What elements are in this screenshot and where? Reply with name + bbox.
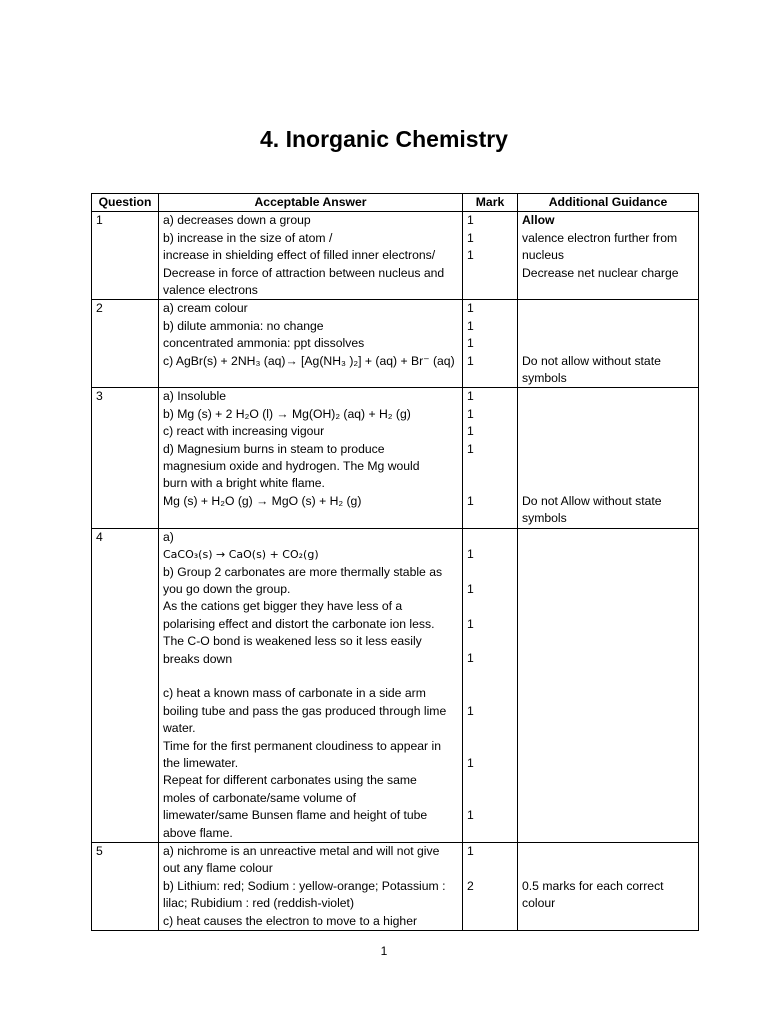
acceptable-answer-line: b) increase in the size of atom / [163,230,333,245]
acceptable-answer-line: out any flame colour [163,861,273,876]
mark-line: 1 [467,406,474,421]
acceptable-answer-line: the limewater. [163,755,239,770]
acceptable-answer-line: moles of carbonate/same volume of [163,790,357,805]
acceptable-answer-line: boiling tube and pass the gas produced through lime [163,703,447,718]
table-row [92,300,699,388]
additional-guidance [518,300,699,388]
mark-line: 2 [467,878,474,893]
acceptable-answer-line: lilac; Rubidium : red (reddish-violet) [163,896,355,911]
mark-line: 1 [467,230,474,245]
additional-guidance-line [522,300,694,317]
additional-guidance-line [522,913,694,930]
acceptable-answer [159,528,463,842]
header-mark: Mark [463,194,518,212]
additional-guidance-line: Do not allow without state [522,353,661,368]
mark-line [467,598,513,615]
mark-scheme-table [91,193,699,931]
mark-line: 1 [467,808,474,823]
mark-line [467,685,513,702]
mark-line: 1 [467,651,474,666]
additional-guidance-line [522,388,694,405]
page-title: 4. Inorganic Chemistry [260,126,508,152]
mark-line [467,737,513,754]
acceptable-answer-line: CaCO₃(s) → CaO(s) + CO₂(g) [163,548,319,562]
mark-line: 1 [467,616,474,631]
additional-guidance-line: symbols [522,371,567,386]
header-additional-guidance: Additional Guidance [518,194,699,212]
mark-line: 1 [467,248,474,263]
mark-line [467,720,513,737]
table-header-row [92,194,699,212]
acceptable-answer-line: a) nichrome is an unreactive metal and will not give [163,843,440,858]
acceptable-answer-line: magnesium oxide and hydrogen. The Mg would [163,459,420,474]
additional-guidance-line [522,458,694,475]
additional-guidance-line: Allow [522,213,555,228]
mark-line [467,824,513,841]
mark-line [467,265,513,282]
mark-line [467,668,513,685]
additional-guidance-line [522,860,694,877]
question-number: 4 [92,528,159,842]
additional-guidance [518,528,699,842]
acceptable-answer-line: c) heat causes the electron to move to a higher [163,913,418,928]
additional-guidance-line: valence electron further from [522,230,678,245]
additional-guidance [518,212,699,300]
mark-line: 1 [467,441,474,456]
mark-line [467,510,513,527]
acceptable-answer-line: increase in shielding effect of filled inner electrons/ [163,248,436,263]
additional-guidance-line [522,475,694,492]
acceptable-answer-line: b) Mg (s) + 2 H₂O (l) → Mg(OH)₂ (aq) + H₂ (g) [163,406,411,421]
acceptable-answer-line: c) react with increasing vigour [163,424,325,439]
acceptable-answer-line [163,668,458,685]
table-row [92,842,699,930]
additional-guidance-line [522,282,694,299]
acceptable-answer-line: a) cream colour [163,301,248,316]
acceptable-answer-line: burn with a bright white flame. [163,476,325,491]
table-row [92,388,699,528]
mark-line: 1 [467,493,474,508]
additional-guidance-line [522,335,694,352]
mark [463,212,518,300]
acceptable-answer-line: The C-O bond is weakened less so it less easily [163,634,422,649]
acceptable-answer-line: you go down the group. [163,581,291,596]
additional-guidance-line: nucleus [522,248,565,263]
question-number: 1 [92,212,159,300]
mark-line [467,633,513,650]
acceptable-answer-line: breaks down [163,651,233,666]
acceptable-answer-line: Time for the first permanent cloudiness to appear in [163,738,441,753]
mark-line: 1 [467,353,474,368]
additional-guidance-line: Decrease net nuclear charge [522,265,679,280]
mark-line [467,529,513,546]
acceptable-answer-line: a) decreases down a group [163,213,311,228]
mark-line [467,772,513,789]
acceptable-answer-line: Repeat for different carbonates using the same [163,773,417,788]
additional-guidance-line: 0.5 marks for each correct [522,878,664,893]
additional-guidance-line [522,318,694,335]
question-number: 3 [92,388,159,528]
additional-guidance-line: colour [522,896,556,911]
mark [463,528,518,842]
question-number: 2 [92,300,159,388]
acceptable-answer-line [163,510,458,527]
acceptable-answer-line: b) dilute ammonia: no change [163,318,324,333]
mark-line: 1 [467,213,474,228]
acceptable-answer-line: water. [163,721,196,736]
header-question: Question [92,194,159,212]
mark-line: 1 [467,581,474,596]
table-row [92,528,699,842]
question-number: 5 [92,842,159,930]
mark [463,388,518,528]
acceptable-answer-line: b) Group 2 carbonates are more thermally stable as [163,564,443,579]
mark-line: 1 [467,318,474,333]
mark-line: 1 [467,424,474,439]
acceptable-answer-line: concentrated ammonia: ppt dissolves [163,336,365,351]
mark-line [467,282,513,299]
acceptable-answer-line: valence electrons [163,283,258,298]
acceptable-answer [159,842,463,930]
additional-guidance-line [522,843,694,860]
acceptable-answer-line: b) Lithium: red; Sodium : yellow-orange; Potassium : [163,878,446,893]
table-row [92,212,699,300]
mark-line: 1 [467,301,474,316]
mark-line: 1 [467,389,474,404]
mark-line [467,913,513,930]
mark-line: 1 [467,336,474,351]
mark-line [467,790,513,807]
mark-line: 1 [467,547,474,562]
acceptable-answer [159,388,463,528]
additional-guidance [518,388,699,528]
acceptable-answer-line: c) AgBr(s) + 2NH₃ (aq)→ [Ag(NH₃ )₂] + (aq) + Br⁻ (aq) [163,353,455,368]
acceptable-answer-line: As the cations get bigger they have less of a [163,599,403,614]
mark-line: 1 [467,703,474,718]
acceptable-answer [159,212,463,300]
additional-guidance-line: symbols [522,511,567,526]
mark [463,842,518,930]
acceptable-answer-line: Mg (s) + H₂O (g) → MgO (s) + H₂ (g) [163,493,362,508]
additional-guidance-line [522,406,694,423]
acceptable-answer-line: limewater/same Bunsen flame and height of tube [163,808,428,823]
page-number: 1 [380,944,388,958]
additional-guidance-line [522,441,694,458]
additional-guidance-line [522,423,694,440]
additional-guidance-line: Do not Allow without state [522,493,662,508]
mark-line [467,563,513,580]
mark-line: 1 [467,843,474,858]
mark-line [467,458,513,475]
additional-guidance [518,842,699,930]
acceptable-answer-line: above flame. [163,825,233,840]
acceptable-answer-line: d) Magnesium burns in steam to produce [163,441,385,456]
mark-line: 1 [467,755,474,770]
acceptable-answer-line: c) heat a known mass of carbonate in a side arm [163,686,426,701]
mark-line [467,860,513,877]
acceptable-answer-line: a) Insoluble [163,389,227,404]
mark [463,300,518,388]
acceptable-answer-line: Decrease in force of attraction between nucleus and [163,265,445,280]
acceptable-answer-line: a) [163,529,174,544]
acceptable-answer-line: polarising effect and distort the carbonate ion less. [163,616,435,631]
mark-line [467,370,513,387]
mark-line [467,895,513,912]
acceptable-answer [159,300,463,388]
acceptable-answer-line [163,370,458,387]
mark-line [467,475,513,492]
header-acceptable-answer: Acceptable Answer [159,194,463,212]
